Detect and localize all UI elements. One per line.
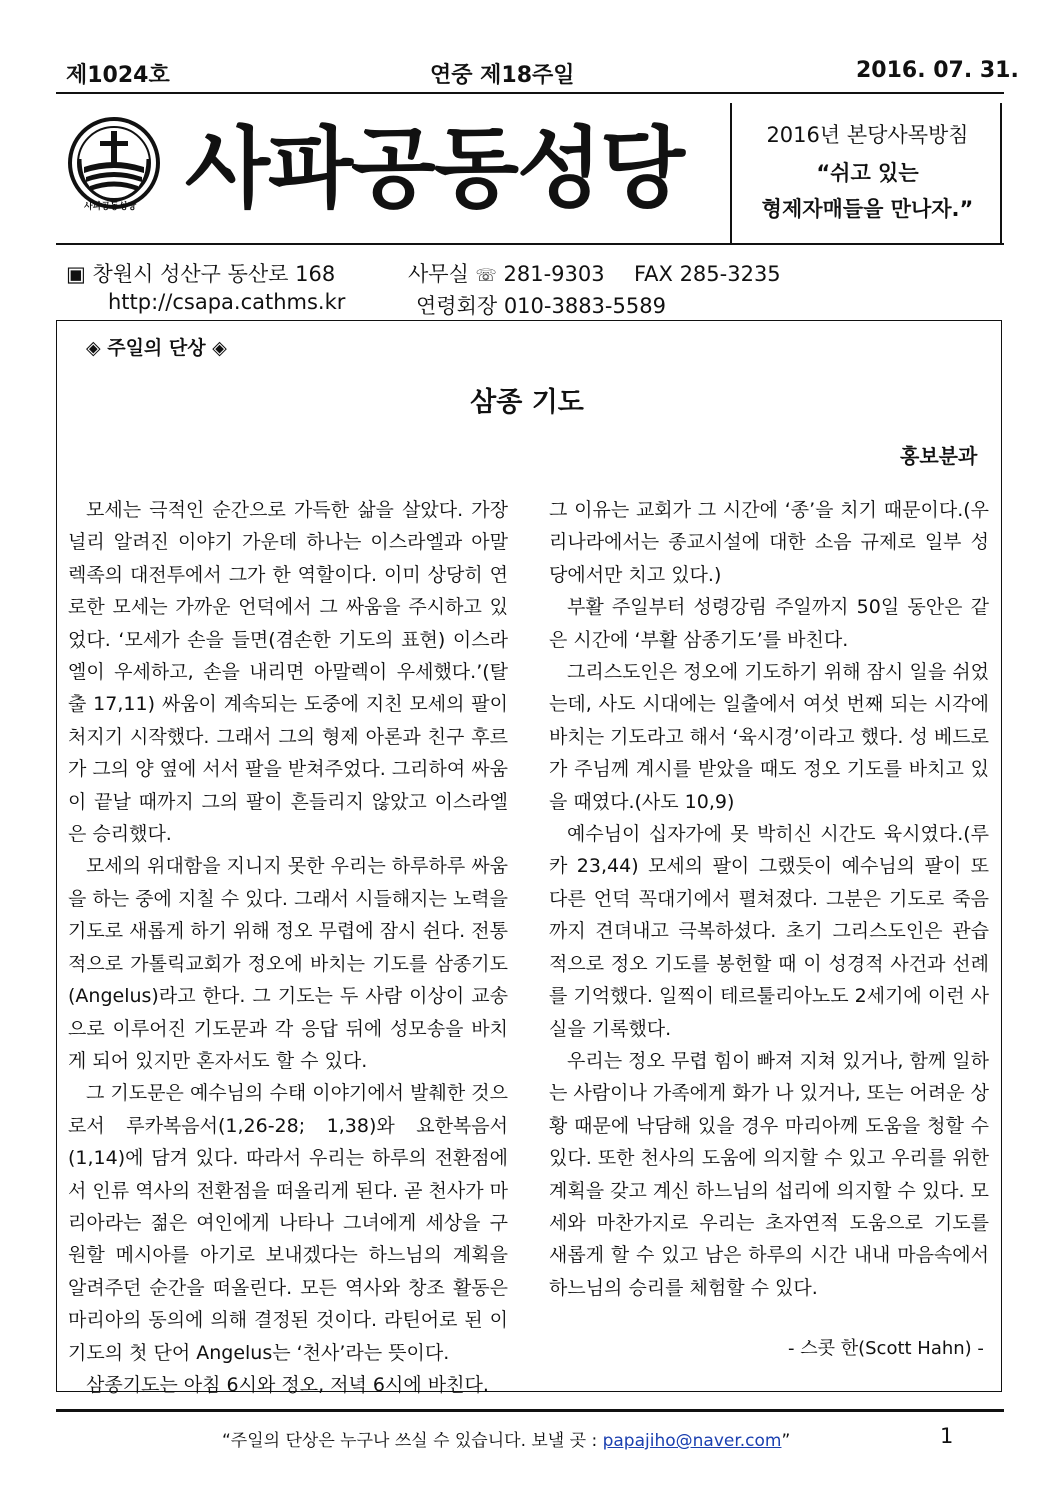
fax-number: FAX 285-3235 bbox=[633, 262, 781, 286]
header-rule bbox=[56, 92, 1004, 94]
footer-note bbox=[222, 1426, 790, 1451]
parish-logo bbox=[66, 111, 162, 229]
address: 창원시 성산구 동산로 168 bbox=[92, 262, 336, 286]
liturgical-week: 연중 제18주일 bbox=[430, 63, 575, 88]
contact-line-1 bbox=[66, 258, 335, 288]
parish-name: 사파공동성당 bbox=[185, 117, 684, 220]
paragraph: 우리는 정오 무렵 힘이 빠져 지쳐 있거나, 함께 일하는 사람이나 가족에게 화가 나 있거나, 또는 어려운 상황 때문에 낙담해 있을 경우 마리아께 도움을 청할 수 있다. 또한 천사의 도움에 의지할 수 있고 우리를 위한 계획을 갖고 계신 하느님의 섭리에 의지할 수 있다. 모세와 마찬가지로 우리는 초자연적 도움으로 기도를 새롭게 할 수 있고 남은 하루의 시간 내내 마음속에서 하느님의 승리를 체험할 수 있다. bbox=[549, 1049, 989, 1299]
article-column-left bbox=[68, 494, 508, 1401]
footer-rule bbox=[56, 1409, 1004, 1412]
office-phone: 281-9303 bbox=[503, 262, 605, 286]
article-column-right bbox=[549, 494, 989, 1304]
paragraph: 그 기도문은 예수님의 수태 이야기에서 발췌한 것으로서 루카복음서(1,26-28; 1,38)와 요한복음서(1,14)에 담겨 있다. 따라서 우리는 하루의 전환점에서 인류 역사의 전환점을 떠올리게 된다. 곧 천사가 마리아라는 젊은 여인에게 나타나 그녀에게 세상을 구원할 메시아를 아기로 보내겠다는 하느님의 계획을 알려주던 순간을 떠올린다. 모든 역사와 창조 활동은 마리아의 동의에 의해 결정된 것이다. 라틴어로 된 이 기도의 첫 단어 Angelus는 ‘천사’라는 뜻이다. bbox=[68, 1082, 508, 1364]
policy-line-2: 형제자매들을 만나자.” bbox=[761, 197, 974, 221]
paragraph: 그리스도인은 정오에 기도하기 위해 잠시 일을 쉬었는데, 사도 시대에는 일출에서 여섯 번째 되는 시각에 바치는 기도라고 해서 ‘육시경’이라고 했다. 성 베드로가 주님께 계시를 받았을 때도 정오 기도를 바치고 있을 때였다.(사도 10,9) bbox=[549, 661, 989, 813]
contact-email-link[interactable]: papajiho@naver.com bbox=[602, 1431, 782, 1451]
issue-number: 제1024호 bbox=[66, 63, 170, 88]
phone-icon: ☏ bbox=[475, 266, 497, 286]
issue-date: 2016. 07. 31. bbox=[856, 58, 1019, 83]
office-label: 사무실 bbox=[408, 262, 469, 286]
article-source: - 스콧 한(Scott Hahn) - bbox=[788, 1338, 984, 1359]
logo-caption: 사파공동성당 bbox=[84, 202, 137, 212]
article-byline: 홍보분과 bbox=[900, 444, 978, 468]
website[interactable]: http://csapa.cathms.kr bbox=[108, 290, 346, 314]
section-label: ◈ 주일의 단상 ◈ bbox=[86, 337, 227, 359]
footer-note-text: “주일의 단상은 누구나 쓰실 수 있습니다. 보낼 곳 : bbox=[222, 1431, 603, 1451]
paragraph: 예수님이 십자가에 못 박히신 시간도 육시였다.(루카 23,44) 모세의 팔이 그랬듯이 예수님의 팔이 또 다른 언덕 꼭대기에서 펼쳐졌다. 그분은 기도로 죽음까지 견뎌내고 극복하셨다. 초기 그리스도인은 관습적으로 정오 기도를 봉헌할 때 이 성경적 사건과 선례를 기억했다. 일찍이 테르툴리아노도 2세기에 이런 사실을 기록했다. bbox=[549, 823, 989, 1040]
paragraph: 모세는 극적인 순간으로 가득한 삶을 살았다. 가장 널리 알려진 이야기 가운데 하나는 이스라엘과 아말렉족의 대전투에서 그가 한 역할이다. 이미 상당히 연로한 모세는 가까운 언덕에서 그 싸움을 주시하고 있었다. ‘모세가 손을 들면(겸손한 기도의 표현) 이스라엘이 우세하고, 손을 내리면 아말렉이 우세했다.’(탈출 17,11) 싸움이 계속되는 도중에 지친 모세의 팔이 처지기 시작했다. 그래서 그의 형제 아론과 친구 후르가 그의 양 옆에 서서 팔을 받쳐주었다. 그리하여 싸움이 끝날 때까지 그의 팔이 흔들리지 않았고 이스라엘은 승리했다. bbox=[68, 499, 508, 846]
masthead-rule bbox=[56, 243, 1004, 245]
square-bullet-icon: ▣ bbox=[66, 262, 86, 286]
paragraph: 모세의 위대함을 지니지 못한 우리는 하루하루 싸움을 하는 중에 지칠 수 있다. 그래서 시들해지는 노력을 기도로 새롭게 하기 위해 정오 무렵에 잠시 쉰다. 전통적으로 가톨릭교회가 정오에 바치는 기도를 삼종기도(Angelus)라고 한다. 그 기도는 두 사람 이상이 교송으로 이루어진 기도문과 각 응답 뒤에 성모송을 바치게 되어 있지만 혼자서도 할 수 있다. bbox=[68, 855, 508, 1072]
policy-line-1: “쉬고 있는 bbox=[816, 161, 919, 185]
paragraph: 부활 주일부터 성령강림 주일까지 50일 동안은 같은 시간에 ‘부활 삼종기도’를 바친다. bbox=[549, 596, 989, 651]
page-number: 1 bbox=[940, 1424, 954, 1448]
pastoral-policy bbox=[730, 103, 1003, 243]
footer-note-close: ” bbox=[781, 1431, 791, 1451]
paragraph: 그 이유는 교회가 그 시간에 ‘종’을 치기 때문이다.(우리나라에서는 종교시설에 대한 소음 규제로 일부 성당에서만 치고 있다.) bbox=[549, 499, 989, 586]
council-contact: 연령회장 010-3883-5589 bbox=[416, 294, 666, 318]
masthead-right-border bbox=[1000, 103, 1002, 245]
policy-year: 2016년 본당사목방침 bbox=[766, 123, 969, 147]
article-title: 삼종 기도 bbox=[470, 387, 584, 418]
office-contact bbox=[408, 258, 781, 288]
paragraph: 삼종기도는 아침 6시와 정오, 저녁 6시에 바친다. bbox=[86, 1373, 489, 1396]
